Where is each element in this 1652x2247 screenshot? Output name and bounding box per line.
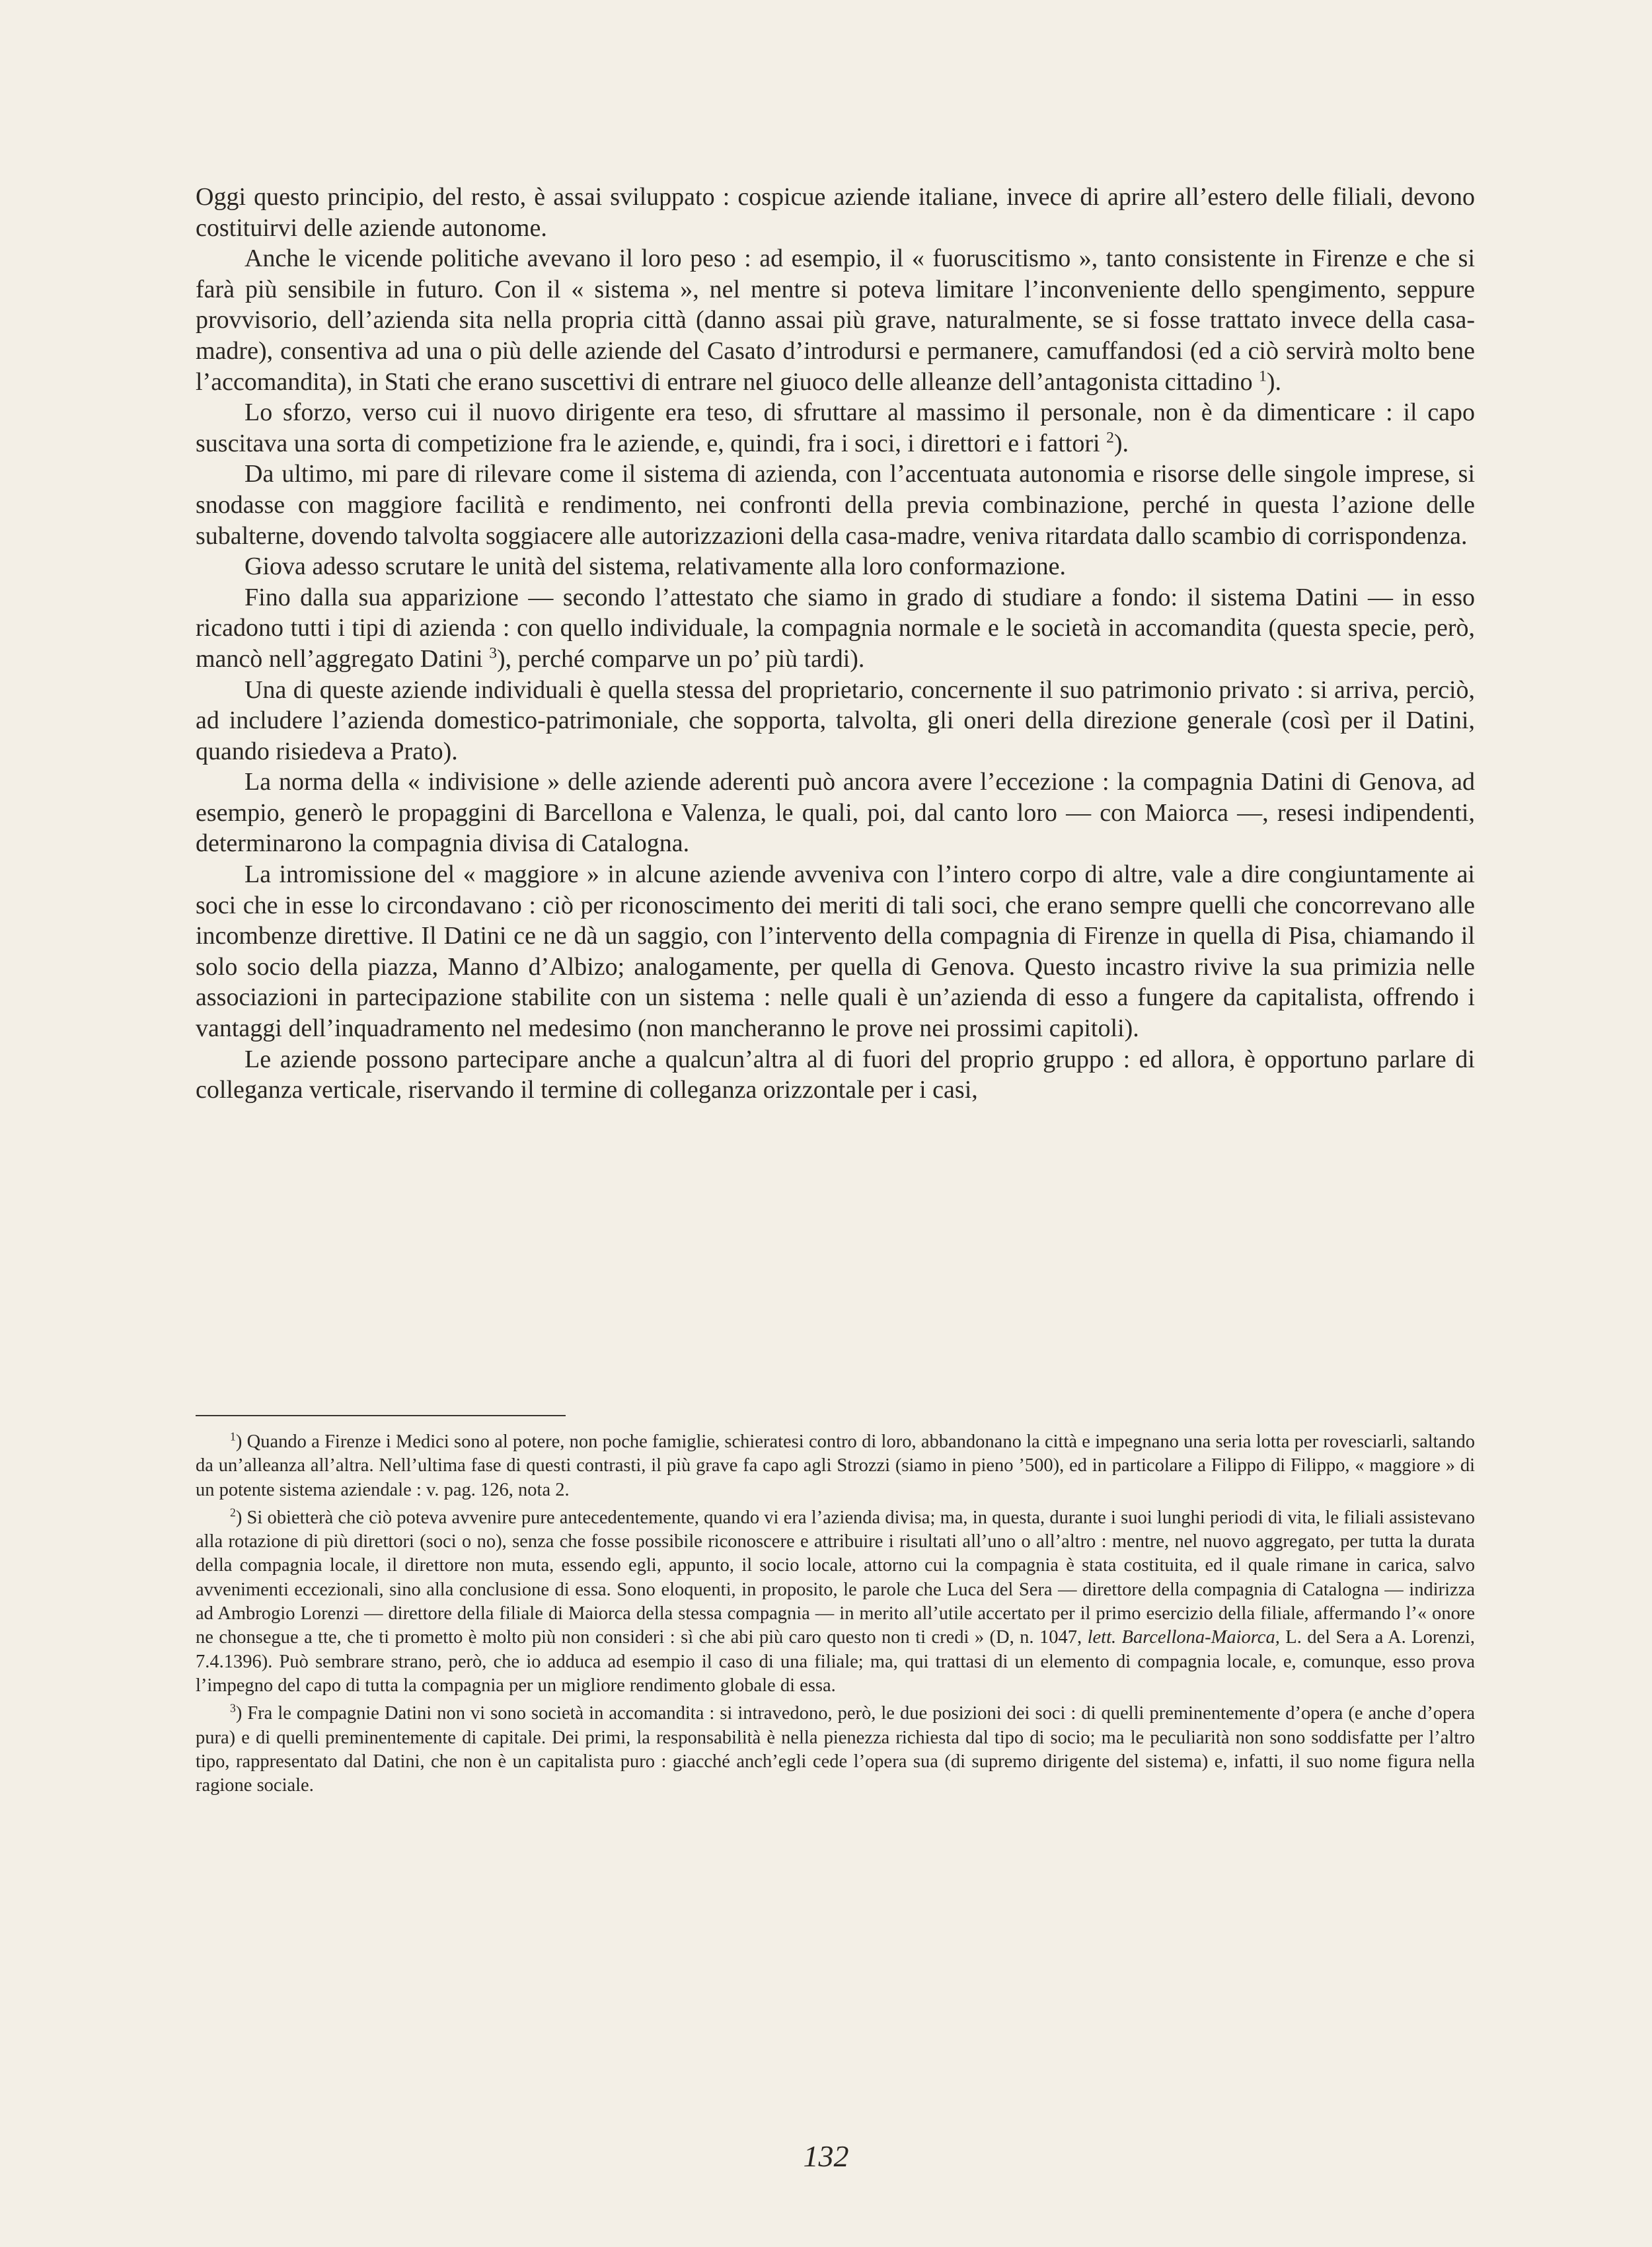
footnote-ref: 2: [1106, 429, 1114, 447]
page-number: 132: [803, 2139, 849, 2173]
footnote-2: $^2$) Si obietterà che ciò poteva avvenire pure antecedentemente, quando vi era l’azienda divisa; ma, in questa, durante i suoi lunghi periodi di vita, le filiali assistevano alla rotazione di più direttori (soci o no), senza che fosse possibile riconoscere e attribuire i risultati all’uno o all’altro : mentre, nel nuovo aggregato, per tutta la durata della compagnia locale, il direttore non muta, essendo egli, appunto, il socio locale, attorno cui la compagnia è stata costituita, ed il quale rimane in carica, salvo avvenimenti eccezionali, sino alla conclusione di essa. Sono eloquenti, in proposito, le parole che Luca del Sera — direttore della compagnia di Catalogna — indirizza ad Ambrogio Lorenzi — direttore della filiale di Maiorca della stessa compagnia — in merito all’utile accertato per il primo esercizio della filiale, affermando l’« onore ne chonsegue a tte, che ti prometto è molto più non consideri : sì che abi più caro questo non ti credi » (D, n. 1047, lett. Barcellona-Maiorca, L. del Sera a A. Lorenzi, 7.4.1396). Può sembrare strano, però, che io adduca ad esempio il caso di una filiale; ma, qui trattasi di un elemento di compagnia locale, e, comunque, esso prova l’impegno del capo di tutta la compagnia per un migliore rendimento globale di essa.: [196, 1505, 1475, 1696]
paragraph: Da ultimo, mi pare di rilevare come il sistema di azienda, con l’accentuata autonomia e risorse delle singole imprese, si snodasse con maggiore facilità e rendimento, nei confronti della previa combinazione, perché in questa l’azione delle subalterne, dovendo talvolta soggiacere alle autorizzazioni della casa-madre, veniva ritardata dallo scambio di corrispondenza.: [196, 460, 1475, 550]
footnote-ref: 3: [489, 644, 497, 662]
paragraph: Le aziende possono partecipare anche a qualcun’altra al di fuori del proprio gruppo : ed allora, è opportuno parlare di colleganza verticale, riservando il termine di colleganza orizzontale per i casi,: [196, 1045, 1475, 1104]
footnote-3: $^3$) Fra le compagnie Datini non vi sono società in accomandita : si intravedono, però, le due posizioni dei soci : di quelli preminentemente d’opera (e anche d’opera pura) e di quelli preminentemente di capitale. Dei primi, la responsabilità è nella pienezza richiesta dal tipo di socio; ma le peculiarità non sono soddisfatte per l’altro tipo, rappresentato dal Datini, che non è un capitalista puro : giacché anch’egli cede l’opera sua (di supremo dirigente del sistema) e, infatti, il suo nome figura nella ragione sociale.: [196, 1701, 1475, 1796]
paragraph: Oggi questo principio, del resto, è assai sviluppato : cospicue aziende italiane, invece di aprire all’estero delle filiali, devono costituirvi delle aziende autonome.: [196, 183, 1475, 242]
main-text: [196, 182, 1475, 1106]
footnote-ref: 1: [1259, 367, 1267, 385]
paragraph: La intromissione del « maggiore » in alcune aziende avveniva con l’intero corpo di altre, vale a dire congiuntamente ai soci che in esse lo circondavano : ciò per riconoscimento dei meriti di tali soci, che erano sempre quelli che concorrevano alle incombenze direttive. Il Datini ce ne dà un saggio, con l’intervento della compagnia di Firenze in quella di Pisa, chiamando il solo socio della piazza, Manno d’Albizo; analogamente, per quella di Genova. Questo incastro rivive la sua primizia nelle associazioni in partecipazione stabilite con un sistema : nelle quali è un’azienda di esso a fungere da capitalista, offrendo i vantaggi dell’inquadramento nel medesimo (non mancheranno le prove nei prossimi capitoli).: [196, 860, 1475, 1043]
paragraph: Lo sforzo, verso cui il nuovo dirigente era teso, di sfruttare al massimo il personale, non è da dimenticare : il capo suscitava una sorta di competizione fra le aziende, e, quindi, fra i soci, i direttori e i fattori $^2$).: [196, 399, 1475, 457]
paragraph: Una di queste aziende individuali è quella stessa del proprietario, concernente il suo patrimonio privato : si arriva, perciò, ad includere l’azienda domestico-patrimoniale, che sopporta, talvolta, gli oneri della direzione generale (così per il Datini, quando risiedeva a Prato).: [196, 675, 1475, 765]
citation: lett. Barcellona-Maiorca,: [1087, 1627, 1280, 1648]
paragraph: La norma della « indivisione » delle aziende aderenti può ancora avere l’eccezione : la compagnia Datini di Genova, ad esempio, generò le propaggini di Barcellona e Valenza, le quali, poi, dal canto loro — con Maiorca —, resesi indipendenti, determinarono la compagnia divisa di Catalogna.: [196, 768, 1475, 858]
paragraph: Anche le vicende politiche avevano il loro peso : ad esempio, il « fuoruscitismo », tanto consistente in Firenze e che si farà più sensibile in futuro. Con il « sistema », nel mentre si poteva limitare l’inconveniente dello spengimento, seppure provvisorio, dell’azienda sita nella propria città (danno assai più grave, naturalmente, se si fosse trattato invece della casa-madre), consentiva ad una o più delle aziende del Casato d’introdursi e permanere, camuffandosi (ed a ciò servirà molto bene l’accomandita), in Stati che erano suscettivi di entrare nel giuoco delle alleanze dell’antagonista cittadino $^1$).: [196, 245, 1475, 396]
paragraph: Fino dalla sua apparizione — secondo l’attestato che siamo in grado di studiare a fondo: il sistema Datini — in esso ricadono tutti i tipi di azienda : con quello individuale, la compagnia normale e le società in accomandita (questa specie, però, mancò nell’aggregato Datini $^3$), perché comparve un po’ più tardi).: [196, 583, 1475, 673]
paragraph: Giova adesso scrutare le unità del sistema, relativamente alla loro conformazione.: [244, 552, 1066, 581]
footnotes: [196, 1430, 1475, 1802]
footnote-1: $^1$) Quando a Firenze i Medici sono al potere, non poche famiglie, schieratesi contro di loro, abbandonano la città e impegnano una seria lotta per rovesciarli, saltando da un’alleanza all’altra. Nell’ultima fase di questi contrasti, il più grave fa capo agli Strozzi (siamo in pieno ’500), ed in particolare a Filippo di Filippo, « maggiore » di un potente sistema aziendale : v. pag. 126, nota 2.: [196, 1429, 1475, 1500]
footnote-separator: [196, 1415, 566, 1416]
